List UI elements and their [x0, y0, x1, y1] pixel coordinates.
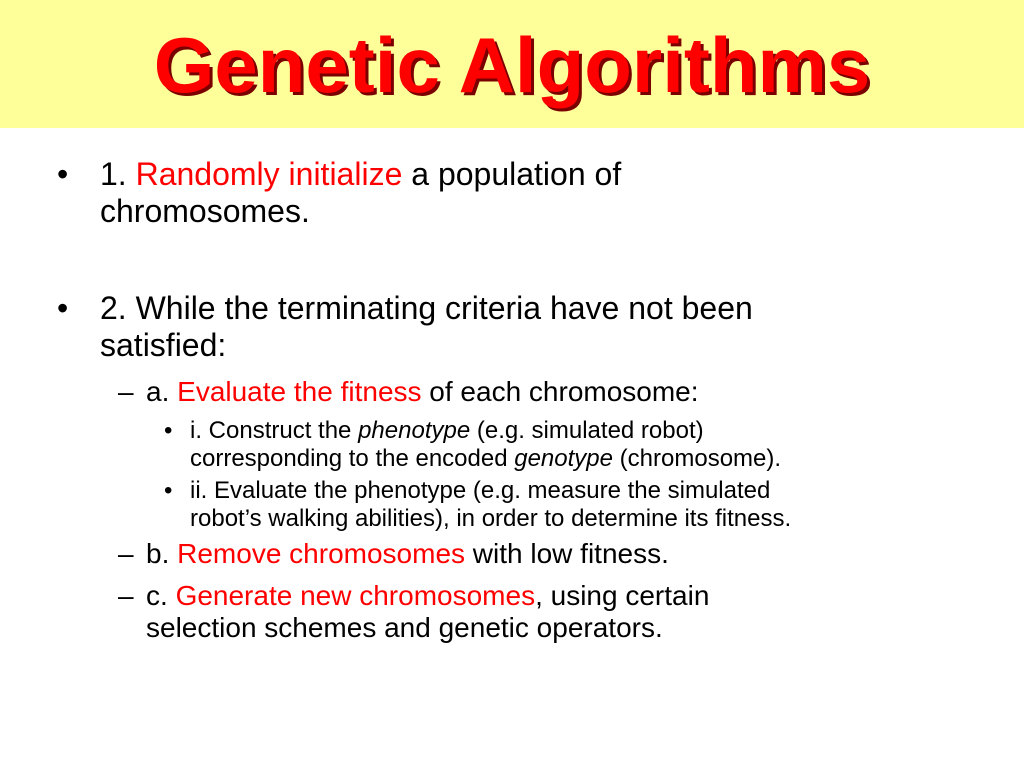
step-2c-text: , using certain: [535, 580, 710, 611]
step-2a-i-line2: corresponding to the encoded: [190, 445, 515, 472]
step-2a-highlight: Evaluate the fitness: [177, 376, 422, 407]
step-2b-text: with low fitness.: [465, 538, 669, 569]
step-2c-line2: selection schemes and genetic operators.: [146, 612, 663, 643]
step-2a-i-text1: i. Construct the: [190, 417, 359, 444]
step-2a-ii-line2: robot’s walking abilities), in order to determine its fitness.: [190, 505, 792, 532]
step-2a-i-line2-rest: (chromosome).: [613, 445, 782, 472]
bullet-icon: •: [164, 417, 173, 444]
step-2a-ii-line1: ii. Evaluate the phenotype (e.g. measure the simulated: [190, 477, 771, 504]
dash-icon: –: [118, 580, 134, 611]
phenotype-term: phenotype: [358, 417, 471, 444]
sub-sub-step-2a-i: [164, 417, 980, 473]
step-1-prefix: 1.: [100, 156, 136, 192]
bullet-step-2: [57, 290, 980, 364]
bullet-icon: •: [164, 477, 173, 504]
step-2b-highlight: Remove chromosomes: [177, 538, 466, 569]
step-2b-prefix: b.: [146, 538, 178, 569]
step-2a-text: of each chromosome:: [421, 376, 699, 407]
dash-icon: –: [118, 538, 134, 569]
title-band: [0, 0, 1024, 128]
step-2-line1: 2. While the terminating criteria have not been: [100, 290, 753, 326]
step-2c-highlight: Generate new chromosomes: [175, 580, 536, 611]
step-2a-i-text2: (e.g. simulated robot): [470, 417, 704, 444]
step-2-line2: satisfied:: [100, 327, 227, 363]
step-1-highlight: Randomly initialize: [135, 156, 403, 192]
sub-step-2b: [118, 538, 986, 570]
step-2a-prefix: a.: [146, 376, 178, 407]
slide-title: Genetic Algorithms: [153, 21, 871, 109]
step-1-text: a population of: [402, 156, 622, 192]
sub-sub-step-2a-ii: [164, 477, 980, 533]
genotype-term: genotype: [514, 445, 613, 472]
sub-step-2a: [118, 376, 986, 408]
bullet-icon: •: [57, 290, 69, 326]
step-2c-prefix: c.: [146, 580, 176, 611]
bullet-icon: •: [57, 156, 69, 192]
bullet-step-1: [57, 156, 980, 230]
dash-icon: –: [118, 376, 134, 407]
sub-step-2c: [118, 580, 986, 644]
step-1-text-line2: chromosomes.: [100, 193, 310, 229]
